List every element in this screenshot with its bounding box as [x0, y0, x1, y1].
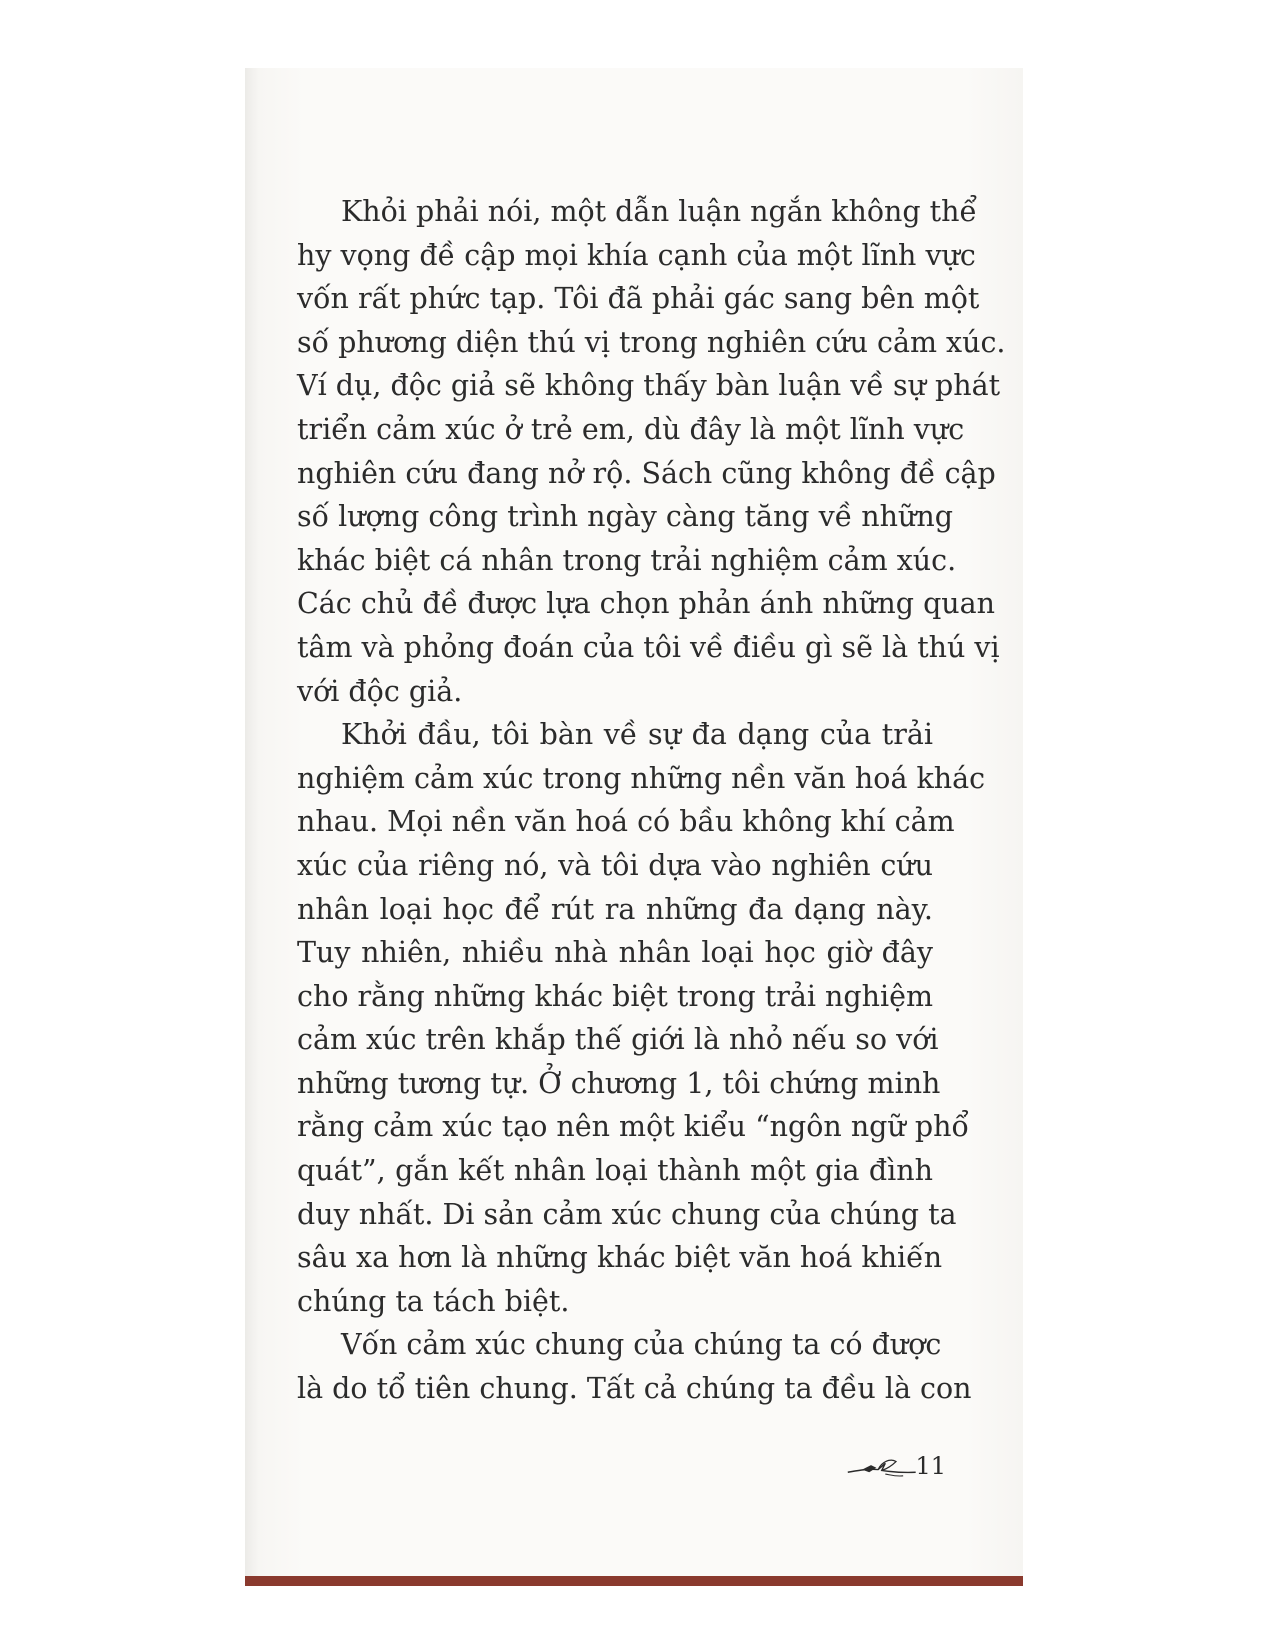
text-line: quát”, gắn kết nhân loại thành một gia đình — [297, 1154, 933, 1188]
text-line: Các chủ đề được lựa chọn phản ánh những quan — [297, 587, 996, 621]
text-line: Khởi đầu, tôi bàn về sự đa dạng của trải — [341, 718, 933, 752]
text-line: vốn rất phức tạp. Tôi đã phải gác sang bên một — [297, 282, 980, 316]
text-line: nghiên cứu đang nở rộ. Sách cũng không đề cập — [297, 456, 996, 490]
text-line: Ví dụ, độc giả sẽ không thấy bàn luận về sự phát — [297, 369, 1001, 403]
pen-flourish-icon — [846, 1451, 917, 1481]
body-text — [297, 190, 1006, 1411]
page-number: 11 — [915, 1452, 946, 1480]
text-line: Tuy nhiên, nhiều nhà nhân loại học giờ đây — [297, 936, 933, 970]
page-edge — [245, 1576, 1023, 1586]
text-line: số phương diện thú vị trong nghiên cứu cảm xúc. — [297, 325, 1006, 359]
text-line: sâu xa hơn là những khác biệt văn hoá khiến — [297, 1241, 943, 1275]
text-line: nhau. Mọi nền văn hoá có bầu không khí cảm — [297, 805, 955, 839]
text-line: chúng ta tách biệt. — [297, 1284, 570, 1318]
text-line: những tương tự. Ở chương 1, tôi chứng minh — [297, 1066, 941, 1100]
text-line: tâm và phỏng đoán của tôi về điều gì sẽ là thú vị — [297, 630, 1000, 664]
text-line: xúc của riêng nó, và tôi dựa vào nghiên cứu — [297, 848, 933, 882]
text-line: rằng cảm xúc tạo nên một kiểu “ngôn ngữ phổ — [297, 1110, 969, 1144]
page-footer — [846, 1446, 946, 1486]
text-line: nghiệm cảm xúc trong những nền văn hoá khác — [297, 761, 986, 795]
text-line: Khỏi phải nói, một dẫn luận ngắn không thể — [341, 195, 977, 228]
text-line: hy vọng đề cập mọi khía cạnh của một lĩnh vực — [297, 238, 976, 272]
text-line: cho rằng những khác biệt trong trải nghiệm — [297, 979, 934, 1013]
text-line: với độc giả. — [297, 674, 463, 708]
text-line: duy nhất. Di sản cảm xúc chung của chúng ta — [297, 1197, 957, 1231]
text-line: cảm xúc trên khắp thế giới là nhỏ nếu so với — [297, 1023, 939, 1057]
text-line: nhân loại học để rút ra những đa dạng này. — [297, 892, 933, 926]
text-line: số lượng công trình ngày càng tăng về những — [297, 500, 953, 534]
text-line: Vốn cảm xúc chung của chúng ta có được — [341, 1328, 942, 1362]
text-line: triển cảm xúc ở trẻ em, dù đây là một lĩnh vực — [297, 412, 965, 446]
text-line: là do tổ tiên chung. Tất cả chúng ta đều là con — [297, 1372, 972, 1406]
text-line: khác biệt cá nhân trong trải nghiệm cảm xúc. — [297, 543, 957, 577]
